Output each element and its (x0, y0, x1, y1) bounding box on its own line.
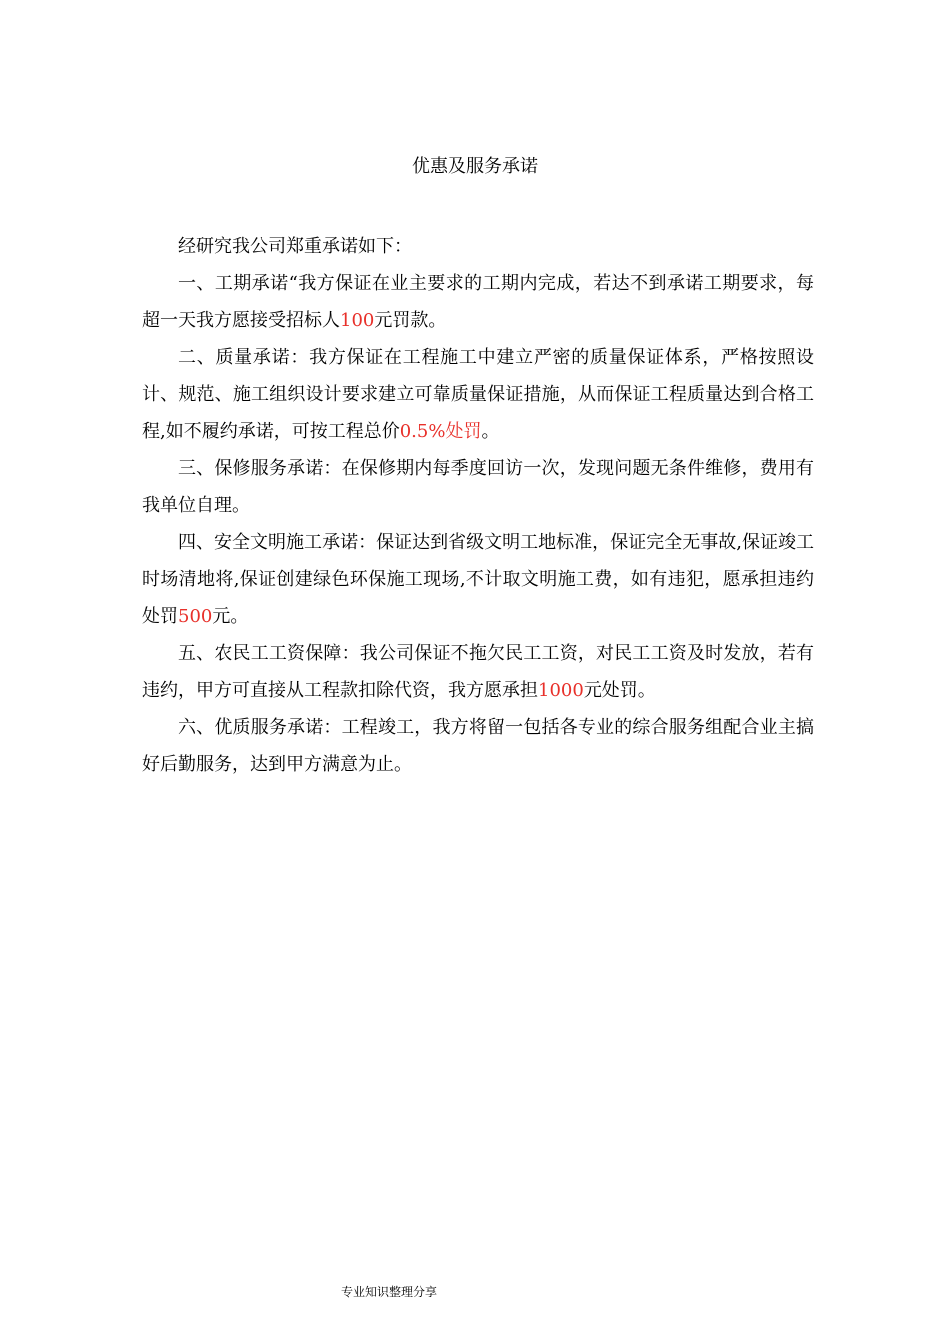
commitment-text: 一、工期承诺“我方保证在业主要求的工期内完成，若达不到承诺工期要求，每超一天我方愿接受招标人 (142, 273, 814, 331)
document-body (142, 228, 814, 783)
commitment-wages (142, 635, 814, 709)
intro-paragraph: 经研究我公司郑重承诺如下： (178, 236, 412, 257)
commitment-quality (142, 339, 814, 450)
penalty-amount: 500 (178, 606, 213, 627)
document-title: 优惠及服务承诺 (412, 156, 538, 177)
commitment-text: 元处罚。 (583, 680, 656, 701)
commitment-text: 。 (481, 421, 500, 442)
penalty-amount: 1000 (538, 680, 584, 701)
commitment-text: 四、安全文明施工承诺：保证达到省级文明工地标准，保证完全无事故,保证竣工时场清地将,保证创建绿色环保施工现场,不计取文明施工费，如有违犯，愿承担违约处罚 (142, 532, 814, 627)
commitment-warranty: 三、保修服务承诺：在保修期内每季度回访一次，发现问题无条件维修，费用有我单位自理。 (142, 458, 814, 516)
footer-note: 专业知识整理分享 (341, 1285, 438, 1299)
penalty-amount: 0.5%处罚 (399, 421, 482, 442)
commitment-text: 元。 (212, 606, 249, 627)
commitment-service: 六、优质服务承诺：工程竣工，我方将留一包括各专业的综合服务组配合业主搞好后勤服务，达到甲方满意为止。 (142, 717, 814, 775)
commitment-text: 元罚款。 (374, 310, 447, 331)
commitment-schedule (142, 265, 814, 339)
commitment-text: 二、质量承诺：我方保证在工程施工中建立严密的质量保证体系，严格按照设计、规范、施工组织设计要求建立可靠质量保证措施，从而保证工程质量达到合格工程,如不履约承诺，可按工程总价 (142, 347, 814, 442)
commitment-safety (142, 524, 814, 635)
commitment-text: 五、农民工工资保障：我公司保证不拖欠民工工资，对民工工资及时发放，若有违约，甲方可直接从工程款扣除代资，我方愿承担 (142, 643, 814, 701)
penalty-amount: 100 (340, 310, 375, 331)
